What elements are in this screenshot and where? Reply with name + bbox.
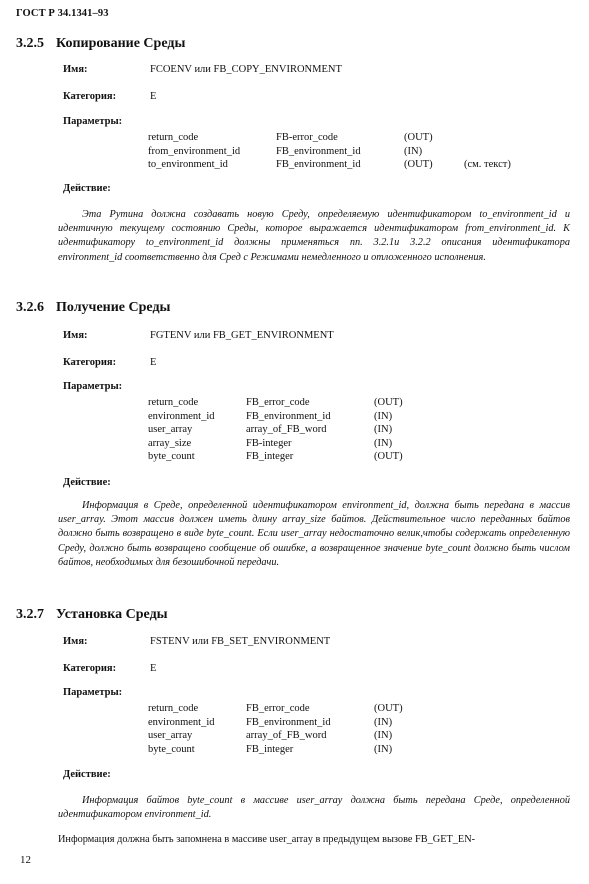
- param-name: user_array: [148, 730, 193, 741]
- params-table: [148, 131, 544, 172]
- param-type: array_of_FB_word: [246, 730, 327, 741]
- param-type: FB_environment_id: [246, 716, 331, 728]
- param-name: byte_count: [148, 451, 195, 462]
- section-title-3-2-7: [16, 607, 168, 623]
- param-row: [148, 437, 434, 451]
- param-type: FB-integer: [246, 437, 292, 449]
- action-paragraph: Информация байтов byte_count в массиве user_array должна быть передана Среде, определенной идентификатором environment_id.: [58, 795, 570, 821]
- param-type: FB_error_code: [246, 703, 310, 714]
- param-row: [148, 450, 434, 464]
- params-label: Параметры:: [63, 381, 123, 392]
- section-title-3-2-5: [16, 36, 185, 52]
- section-heading: Установка Среды: [56, 607, 168, 622]
- param-name: return_code: [148, 132, 199, 143]
- param-direction: (IN): [404, 145, 423, 157]
- section-heading: Копирование Среды: [56, 36, 186, 51]
- param-name: return_code: [148, 703, 199, 714]
- param-direction: (IN): [374, 437, 393, 449]
- param-name: environment_id: [148, 716, 215, 728]
- section-number: 3.2.7: [16, 607, 44, 622]
- param-direction: (IN): [374, 410, 393, 422]
- param-direction: (OUT): [404, 159, 433, 170]
- page-number: 12: [20, 854, 31, 866]
- action-paragraph: Информация в Среде, определенной идентификатором environment_id, должна быть передана в массив user_array. Этот массив должен иметь длину array_size байтов. Действительное число переданных байтов должно быть возвращено в виде byte_count. Если user_array недостаточно велик,чтобы содержать определенную Среду, должно быть возвращено сообщение об ошибке, а возвращенное значение byte_count должно быть числом байтов, необходимых для безошибочной передачи.: [58, 500, 570, 568]
- category-label: Категория:: [63, 91, 117, 102]
- param-name: byte_count: [148, 743, 195, 755]
- param-type: FB_integer: [246, 451, 294, 462]
- category-value: E: [150, 91, 157, 102]
- param-name: from_environment_id: [148, 145, 241, 157]
- param-row: [148, 145, 544, 159]
- continuation-paragraph: Информация должна быть запомнена в массиве user_array в предыдущем вызове FB_GET_EN-: [58, 834, 476, 845]
- param-note: (см. текст): [464, 159, 511, 170]
- section-number: 3.2.5: [16, 36, 44, 51]
- section-heading: Получение Среды: [56, 300, 171, 315]
- param-direction: (IN): [374, 730, 393, 741]
- param-row: [148, 729, 434, 743]
- param-name: user_array: [148, 424, 193, 435]
- param-direction: (IN): [374, 424, 393, 435]
- param-type: FB_error_code: [246, 397, 310, 408]
- param-row: [148, 410, 434, 424]
- name-value: FGTENV или FB_GET_ENVIRONMENT: [150, 330, 334, 341]
- action-label: Действие:: [63, 769, 111, 780]
- param-row: [148, 716, 434, 730]
- param-direction: (IN): [374, 743, 393, 755]
- param-name: return_code: [148, 397, 199, 408]
- param-name: environment_id: [148, 410, 215, 422]
- param-name: to_environment_id: [148, 159, 228, 170]
- params-label: Параметры:: [63, 687, 123, 698]
- param-direction: (IN): [374, 716, 393, 728]
- params-table: [148, 396, 434, 464]
- param-row: [148, 396, 434, 410]
- name-value: FSTENV или FB_SET_ENVIRONMENT: [150, 636, 331, 647]
- param-type: array_of_FB_word: [246, 424, 327, 435]
- category-label: Категория:: [63, 663, 117, 674]
- param-note: [464, 131, 544, 145]
- name-label: Имя:: [63, 330, 88, 341]
- category-label: Категория:: [63, 357, 117, 368]
- param-type: FB-error_code: [276, 132, 338, 143]
- param-type: FB_environment_id: [276, 145, 361, 157]
- param-type: FB_environment_id: [246, 410, 331, 422]
- category-value: E: [150, 357, 157, 368]
- param-row: [148, 158, 544, 172]
- params-table: [148, 702, 434, 756]
- name-value: FCOENV или FB_COPY_ENVIRONMENT: [150, 64, 342, 75]
- param-name: array_size: [148, 437, 192, 449]
- param-direction: (OUT): [374, 703, 403, 714]
- action-label: Действие:: [63, 477, 111, 488]
- param-row: [148, 702, 434, 716]
- param-direction: (OUT): [374, 451, 403, 462]
- param-row: [148, 743, 434, 757]
- param-type: FB_integer: [246, 743, 294, 755]
- standard-header: ГОСТ Р 34.1341–93: [16, 8, 109, 19]
- section-title-3-2-6: [16, 300, 170, 316]
- params-label: Параметры:: [63, 116, 123, 127]
- param-direction: (OUT): [374, 397, 403, 408]
- section-number: 3.2.6: [16, 300, 44, 315]
- name-label: Имя:: [63, 636, 88, 647]
- category-value: E: [150, 663, 157, 674]
- action-label: Действие:: [63, 183, 111, 194]
- name-label: Имя:: [63, 64, 88, 75]
- param-note: [464, 145, 544, 159]
- param-row: [148, 131, 544, 145]
- param-direction: (OUT): [404, 132, 433, 143]
- action-paragraph: Эта Рутина должна создавать новую Среду, определяемую идентификатором to_environment_id и идентичную текущему состоянию Среды, которое выражается идентификатором from_environment_id. К идентификатору to_environment_id должны применяться пп. 3.2.1и 3.2.2 описания идентификатора environment_id соответственно для Сред с Режимами немедленного и отложенного исполнения.: [58, 209, 570, 263]
- param-row: [148, 423, 434, 437]
- param-type: FB_environment_id: [276, 159, 361, 170]
